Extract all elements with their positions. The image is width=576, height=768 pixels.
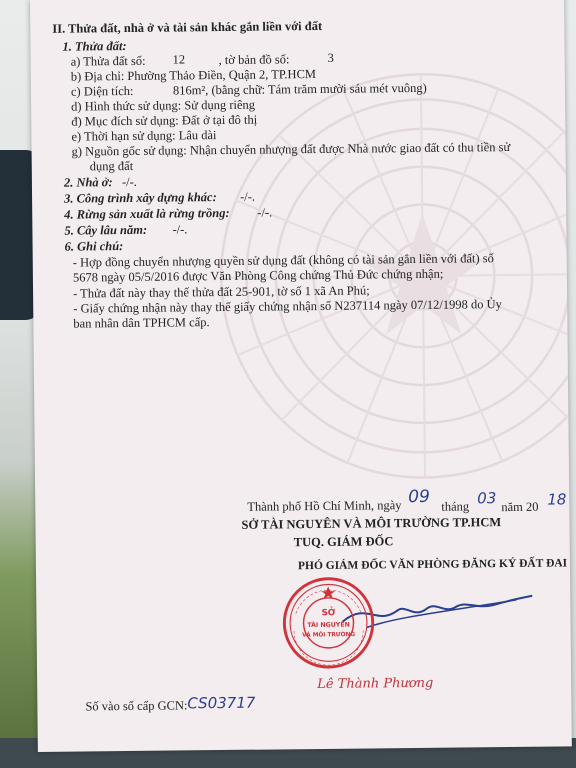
note-line: ban nhân dân TPHCM cấp. (73, 315, 210, 331)
note-line: - Giấy chứng nhận này thay thế giấy chứng nhận số N237114 ngày 07/12/1998 do Ủy (73, 297, 502, 316)
issue-day: 09 (408, 486, 430, 508)
parcel-number-label: a) Thửa đất số: (70, 53, 146, 69)
note-line: - Thửa đất này thay thế thửa đất 25-901, tờ số 1 xã An Phú; (73, 283, 370, 301)
usage-term: e) Thời hạn sử dụng: Lâu dài (71, 128, 217, 144)
place-date-prefix: Thành phố Hồ Chí Minh, ngày (247, 498, 402, 514)
month-label: tháng (441, 499, 470, 514)
parcel-number: 12 (172, 52, 186, 67)
map-sheet-label: , tờ bản đồ số: (218, 52, 290, 68)
issue-month: 03 (477, 489, 497, 508)
house-label: 2. Nhà ở: (63, 175, 113, 190)
registry-label: Số vào sổ cấp GCN: (85, 698, 188, 714)
certificate-page (30, 0, 572, 752)
section-title: II. Thửa đất, nhà ở và tài sản khác gắn liền với đất (52, 18, 323, 36)
svg-text:TÀI NGUYÊN: TÀI NGUYÊN (307, 621, 350, 629)
issuing-agency: SỞ TÀI NGUYÊN VÀ MÔI TRƯỜNG TP.HCM (241, 515, 502, 532)
svg-text:VÀ MÔI TRƯỜNG: VÀ MÔI TRƯỜNG (302, 632, 356, 639)
forest-label: 4. Rừng sản xuất là rừng trồng: (64, 205, 230, 222)
issue-year: 18 (547, 490, 567, 509)
usage-origin: g) Nguồn gốc sử dụng: Nhận chuyển nhượng đất được Nhà nước giao đất có thu tiền sử (71, 139, 511, 159)
authorization-line: TUQ. GIÁM ĐỐC (293, 534, 394, 550)
svg-text:SỞ: SỞ (321, 608, 336, 619)
address-line: b) Địa chỉ: Phường Thảo Điền, Quận 2, TP.HCM (70, 67, 317, 84)
official-seal (280, 574, 377, 671)
construction-label: 3. Công trình xây dựng khác: (64, 190, 217, 206)
year-label: năm 20 (501, 499, 539, 515)
signer-name: Lê Thành Phương (317, 675, 434, 693)
usage-purpose: đ) Mục đích sử dụng: Đất ở tại đô thị (71, 112, 258, 129)
house-value: -/-. (121, 174, 137, 190)
perennial-tree-value: -/-. (172, 222, 188, 237)
usage-form: d) Hình thức sử dụng: Sử dụng riêng (71, 97, 256, 114)
notes-label: 6. Ghi chú: (64, 239, 124, 254)
signer-position: PHÓ GIÁM ĐỐC VĂN PHÒNG ĐĂNG KÝ ĐẤT ĐAI (297, 557, 568, 573)
forest-value: -/-. (257, 205, 273, 220)
registry-number: CS03717 (187, 693, 256, 713)
area-label: c) Diện tích: (70, 83, 134, 99)
note-line: - Hợp đồng chuyển nhượng quyền sử dụng đất (không có tài sản gắn liền với đất) số (72, 251, 494, 270)
perennial-tree-label: 5. Cây lâu năm: (64, 222, 148, 238)
construction-value: -/-. (239, 189, 256, 204)
land-heading: 1. Thửa đất: (62, 38, 127, 54)
map-sheet-number: 3 (327, 50, 334, 65)
area-value: 816m², (bằng chữ: Tám trăm mười sáu mét vuông) (172, 80, 427, 98)
note-line: 5678 ngày 05/5/2016 được Văn Phòng Công chứng Thủ Đức chứng nhận; (72, 266, 444, 285)
usage-origin-cont: dụng đất (89, 158, 134, 174)
